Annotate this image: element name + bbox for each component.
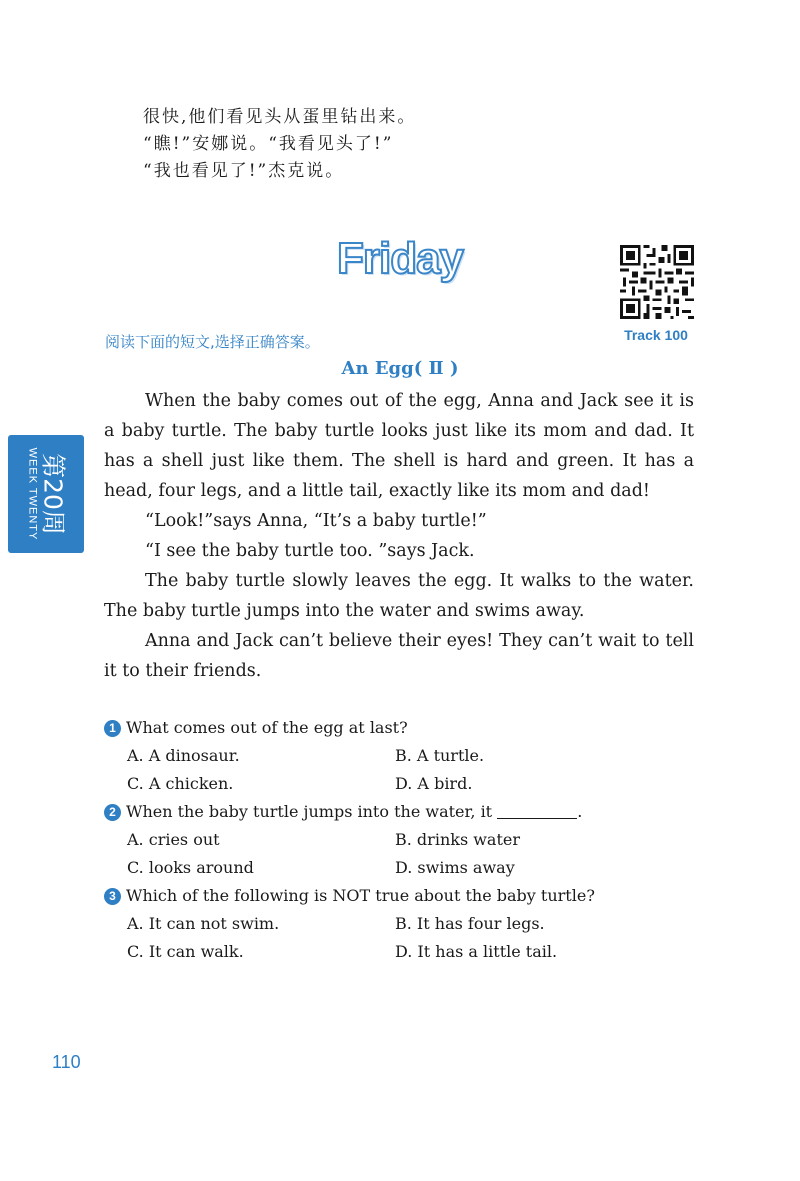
answer-option[interactable]: A. A dinosaur. xyxy=(127,746,240,765)
question-number-badge: 2 xyxy=(104,804,121,821)
answer-option[interactable]: C. A chicken. xyxy=(127,774,234,793)
answer-option[interactable]: B. A turtle. xyxy=(395,746,485,765)
story-paragraph: “Look!”says Anna, “It’s a baby turtle!” xyxy=(145,511,487,531)
track-label: Track 100 xyxy=(624,327,688,343)
question-1 xyxy=(104,714,704,742)
option-row xyxy=(104,826,704,854)
story-paragraph: The baby turtle slowly leaves the egg. It walks to the water. The baby turtle jumps into the water and swims away. xyxy=(104,571,694,621)
answer-option[interactable]: B. It has four legs. xyxy=(395,914,545,933)
question-text-end: . xyxy=(577,802,583,821)
question-text: Which of the following is NOT true about the baby turtle? xyxy=(126,886,595,905)
answer-option[interactable]: D. swims away xyxy=(395,858,515,877)
week-side-tab xyxy=(8,435,84,553)
instruction: 阅读下面的短文,选择正确答案。 xyxy=(105,333,320,351)
option-row xyxy=(104,742,704,770)
option-row xyxy=(104,770,704,798)
question-3 xyxy=(104,882,704,910)
question-text: What comes out of the egg at last? xyxy=(126,718,408,737)
chinese-line: 很快,他们看见头从蛋里钻出来。 xyxy=(143,107,417,127)
story-title: An Egg( Ⅱ ) xyxy=(341,358,459,379)
chinese-text-block xyxy=(143,104,416,185)
answer-option[interactable]: A. cries out xyxy=(127,830,220,849)
chinese-line: “瞧!”安娜说。“我看见头了!” xyxy=(143,134,394,154)
answer-option[interactable]: B. drinks water xyxy=(395,830,521,849)
day-title: Friday xyxy=(336,234,464,283)
week-tab-sub: WEEK TWENTY xyxy=(26,447,39,541)
story-paragraph: “I see the baby turtle too. ”says Jack. xyxy=(145,541,475,561)
answer-option[interactable]: C. It can walk. xyxy=(127,942,244,961)
option-row xyxy=(104,910,704,938)
answer-option[interactable]: C. looks around xyxy=(127,858,254,877)
qr-code-icon[interactable] xyxy=(620,245,694,319)
story-body xyxy=(104,386,694,686)
chinese-line: “我也看见了!”杰克说。 xyxy=(143,161,345,181)
story-paragraph: When the baby comes out of the egg, Anna and Jack see it is a baby turtle. The baby turtle looks just like its mom and dad. It has a shell just like them. The shell is hard and green. It has a head, four legs, and a little tail, exactly like its mom and dad! xyxy=(104,391,694,501)
week-side-tab-text xyxy=(26,448,67,541)
answer-option[interactable]: D. It has a little tail. xyxy=(395,942,558,961)
option-row xyxy=(104,854,704,882)
page-number: 110 xyxy=(52,1052,81,1072)
question-2 xyxy=(104,798,704,826)
answer-option[interactable]: A. It can not swim. xyxy=(127,914,280,933)
answer-blank xyxy=(497,802,577,819)
story-paragraph: Anna and Jack can’t believe their eyes! They can’t wait to tell it to their friends. xyxy=(104,631,694,681)
question-number-badge: 1 xyxy=(104,720,121,737)
question-text: When the baby turtle jumps into the water, it xyxy=(126,802,493,821)
week-tab-main: 第20周 xyxy=(38,453,68,535)
question-number-badge: 3 xyxy=(104,888,121,905)
answer-option[interactable]: D. A bird. xyxy=(395,774,473,793)
question-list xyxy=(104,714,704,966)
option-row xyxy=(104,938,704,966)
